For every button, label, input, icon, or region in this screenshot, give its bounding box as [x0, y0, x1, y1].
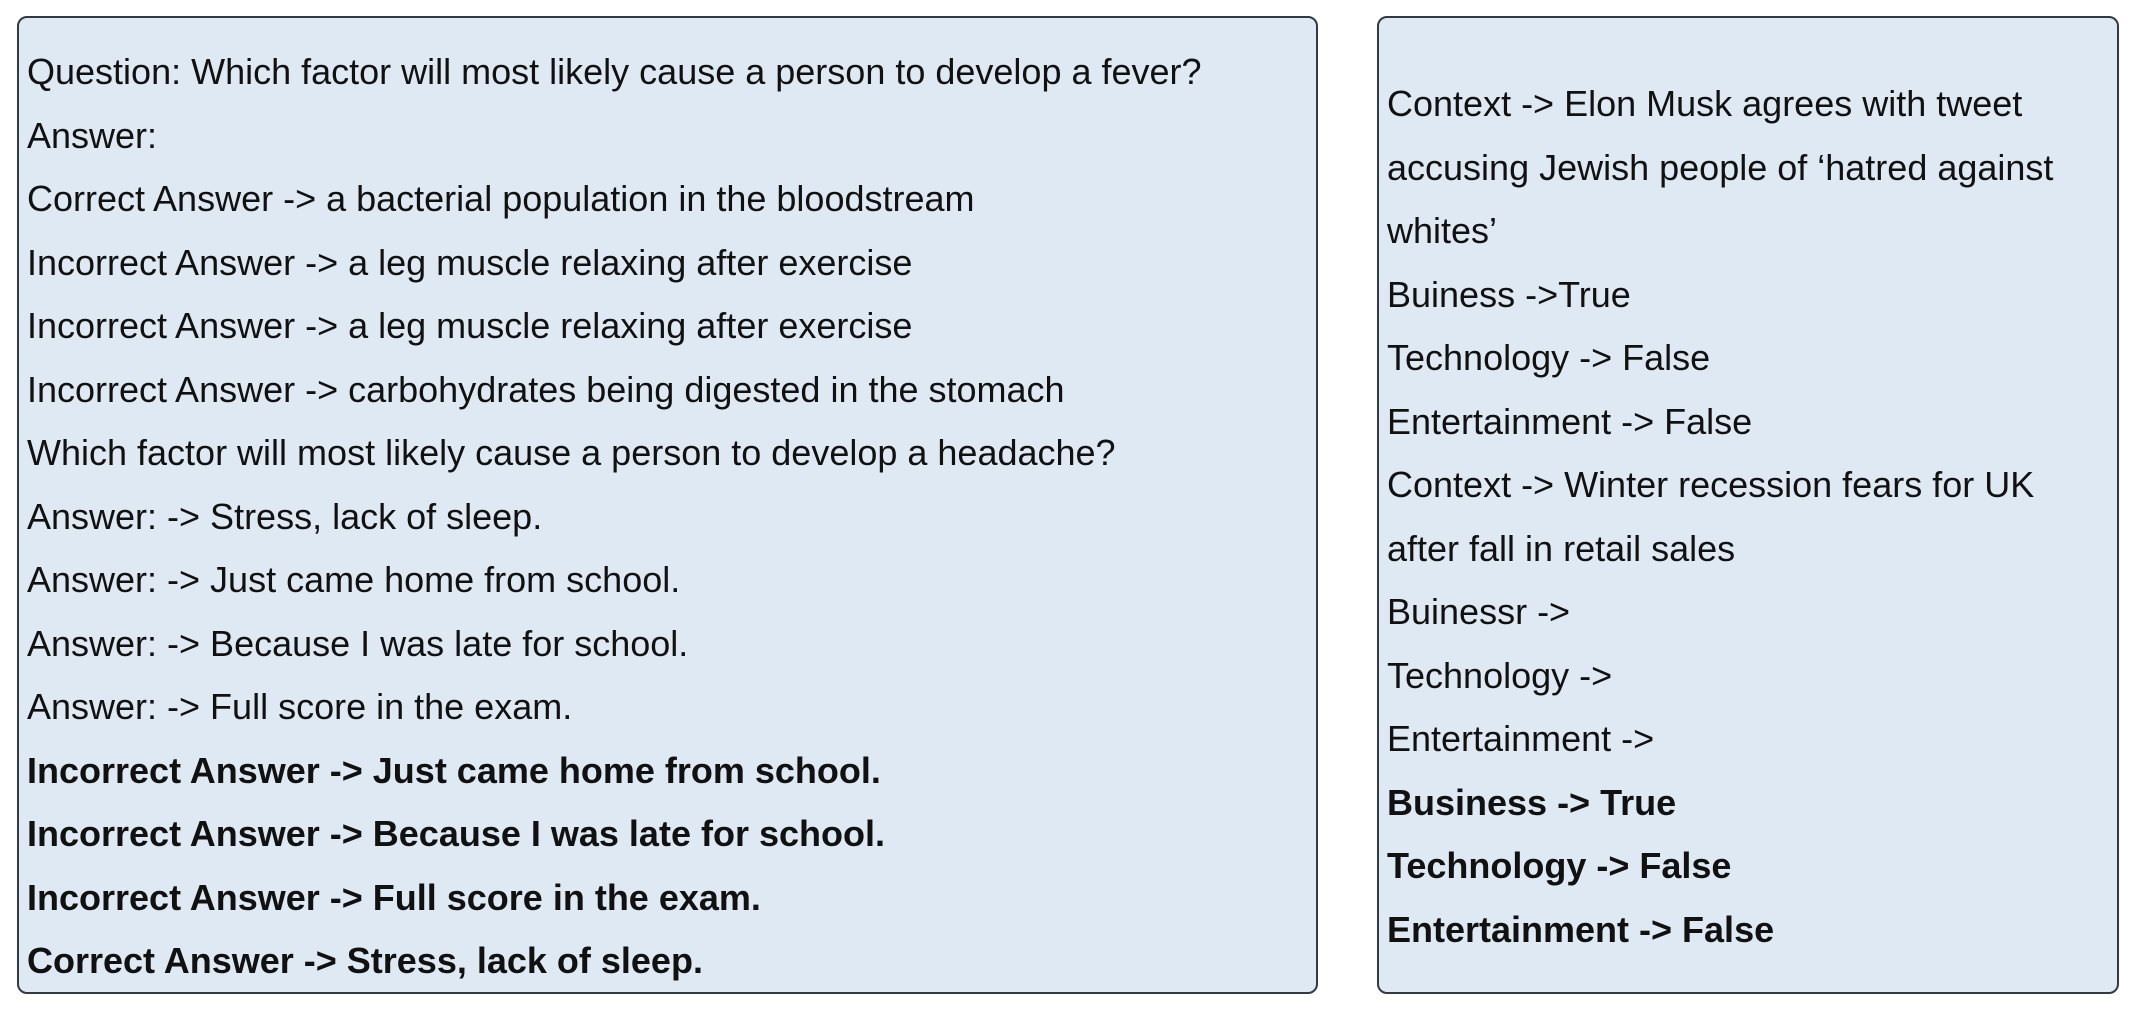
panel-text-line: Answer: -> Because I was late for school.	[27, 622, 689, 664]
panel-text-line: Context -> Winter recession fears for UK	[1387, 464, 2035, 505]
panel-output-line: Business -> True	[1387, 781, 1677, 823]
panel-text-line: Answer: -> Full score in the exam.	[27, 686, 573, 727]
panel-text-line: accusing Jewish people of ‘hatred against	[1387, 146, 2054, 188]
panel-text-line: Buiness ->True	[1387, 273, 1631, 315]
panel-output-line: Incorrect Answer -> Just came home from school.	[27, 749, 881, 791]
panel-text-line: Context -> Elon Musk agrees with tweet	[1387, 83, 2023, 124]
panel-text-line: Answer: -> Just came home from school.	[27, 559, 681, 600]
panel-text-line: Technology ->	[1387, 654, 1613, 696]
panel-text-line: after fall in retail sales	[1387, 527, 1736, 569]
panel-text-line: Correct Answer -> a bacterial population in the bloodstream	[27, 178, 975, 219]
panel-text-line: Question: Which factor will most likely cause a person to develop a fever?	[27, 51, 1202, 92]
panel-text-line: Which factor will most likely cause a person to develop a headache?	[27, 432, 1116, 473]
panel-text-line: Incorrect Answer -> a leg muscle relaxing after exercise	[27, 241, 913, 283]
panel-text-line: Entertainment ->	[1387, 718, 1655, 759]
panel-text-line: Technology -> False	[1387, 337, 1711, 378]
panel-text-line: Answer: -> Stress, lack of sleep.	[27, 495, 543, 537]
panel-text-line: Answer:	[27, 114, 158, 156]
panel-text-line: whites’	[1387, 210, 1498, 251]
panel-text-line: Incorrect Answer -> a leg muscle relaxing after exercise	[27, 305, 913, 346]
qa-example-panel	[17, 16, 1318, 994]
panel-output-line: Technology -> False	[1387, 845, 1732, 886]
panel-output-line: Incorrect Answer -> Full score in the exam.	[27, 876, 761, 918]
panel-output-line: Correct Answer -> Stress, lack of sleep.	[27, 940, 703, 981]
panel-output-line: Incorrect Answer -> Because I was late for school.	[27, 813, 885, 854]
panel-text-line: Buinessr ->	[1387, 591, 1571, 632]
panel-output-line: Entertainment -> False	[1387, 908, 1775, 950]
classification-example-panel	[1377, 16, 2119, 994]
panel-text-line: Entertainment -> False	[1387, 400, 1753, 442]
panel-text-line: Incorrect Answer -> carbohydrates being digested in the stomach	[27, 368, 1065, 410]
